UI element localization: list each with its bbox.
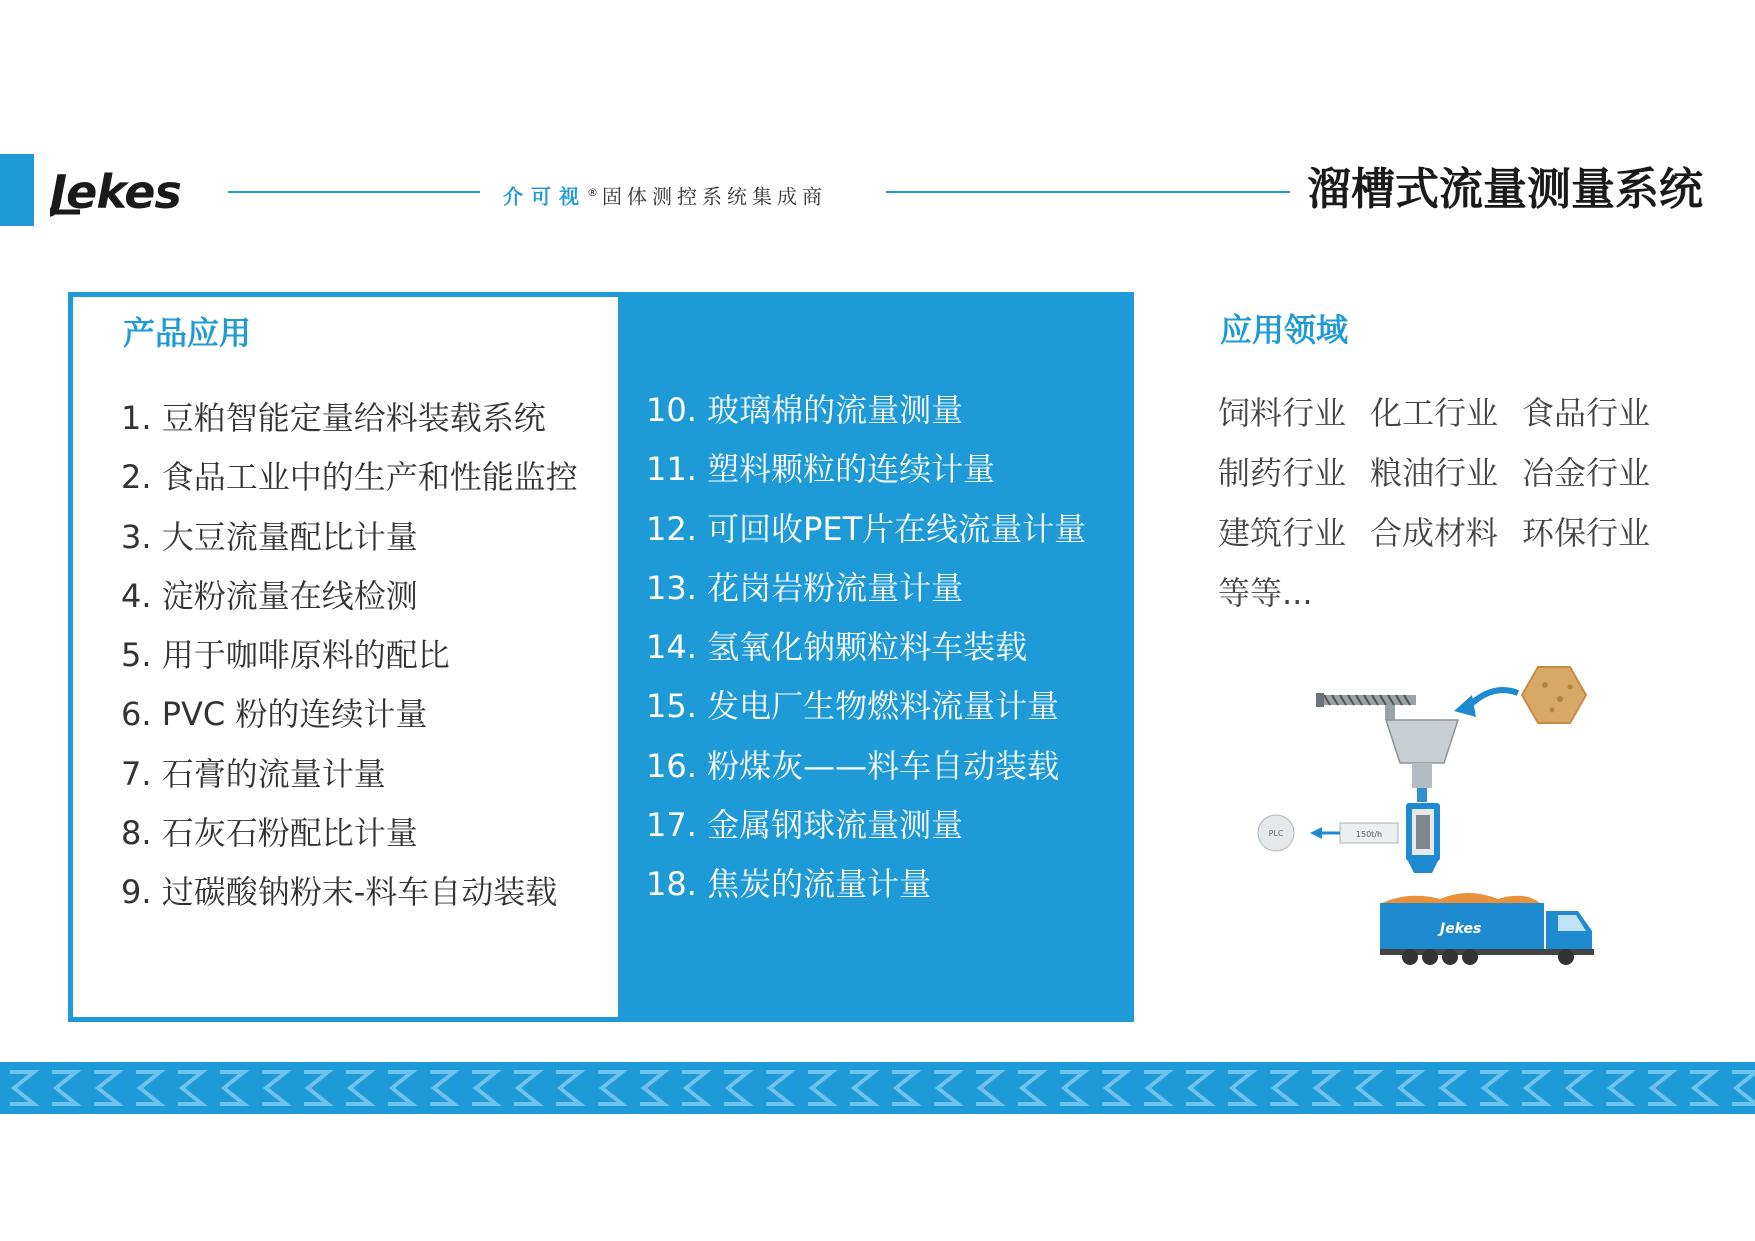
- applications-panel-left: [73, 297, 618, 1017]
- svg-text:Jekes: Jekes: [50, 165, 181, 219]
- screw-conveyor-icon: [1316, 693, 1416, 707]
- footer-pattern-band: [0, 1062, 1755, 1114]
- header-tagline: [503, 178, 827, 208]
- list-item: 13. 花岗岩粉流量计量: [646, 568, 964, 607]
- list-item: 1. 豆粕智能定量给料装载系统: [121, 399, 546, 437]
- fields-title: 应用领域: [1220, 311, 1349, 349]
- header-side-tab: [0, 154, 34, 226]
- material-sample-icon: [1522, 667, 1586, 723]
- applications-panel-right: [618, 297, 1129, 1017]
- applications-title: 产品应用: [123, 314, 252, 352]
- field-item: 食品行业: [1522, 394, 1651, 432]
- field-item: 制药行业: [1218, 454, 1347, 492]
- list-item: 8. 石灰石粉配比计量: [121, 814, 418, 853]
- field-item: 粮油行业: [1370, 454, 1499, 492]
- list-item: 5. 用于咖啡原料的配比: [121, 636, 450, 675]
- tagline-brand: 介可视: [503, 184, 587, 209]
- field-item: 环保行业: [1522, 514, 1651, 552]
- applications-list-right: [646, 385, 1086, 919]
- tagline-text: 固体测控系统集成商: [602, 184, 827, 209]
- jekes-logo: [50, 162, 216, 222]
- registered-mark: ®: [587, 186, 598, 199]
- applications-list-left: [121, 393, 578, 927]
- list-item: 14. 氢氧化钠颗粒料车装载: [646, 628, 1028, 667]
- field-item: 饲料行业: [1218, 394, 1347, 432]
- page-title: 溜槽式流量测量系统: [1307, 164, 1703, 215]
- svg-text:Jekes: Jekes: [1440, 921, 1482, 937]
- field-item: 合成材料: [1370, 514, 1499, 552]
- applications-panel: [68, 292, 1134, 1022]
- plc-icon: [1258, 815, 1294, 851]
- list-item: 2. 食品工业中的生产和性能监控: [121, 458, 578, 497]
- header-divider-left: [228, 191, 480, 193]
- list-item: 15. 发电厂生物燃料流量计量: [646, 687, 1060, 726]
- list-item: 6. PVC 粉的连续计量: [121, 695, 428, 734]
- flow-measurement-diagram: [1240, 655, 1630, 965]
- list-item: 18. 焦炭的流量计量: [646, 865, 932, 904]
- field-item: 等等...: [1218, 574, 1313, 612]
- field-item: 化工行业: [1370, 394, 1499, 432]
- list-item: 17. 金属钢球流量测量: [646, 806, 964, 845]
- list-item: 4. 淀粉流量在线检测: [121, 576, 418, 615]
- field-item: 冶金行业: [1522, 454, 1651, 492]
- list-item: 12. 可回收PET片在线流量计量: [646, 509, 1087, 548]
- list-item: 3. 大豆流量配比计量: [121, 517, 418, 556]
- header-divider-right: [886, 191, 1290, 193]
- list-item: 11. 塑料颗粒的连续计量: [646, 450, 996, 489]
- fields-grid: [1218, 392, 1688, 614]
- list-item: 9. 过碳酸钠粉末-料车自动装载: [121, 873, 558, 912]
- list-item: 16. 粉煤灰——料车自动装载: [646, 746, 1060, 785]
- svg-text:150t/h: 150t/h: [1355, 830, 1383, 839]
- list-item: 10. 玻璃棉的流量测量: [646, 391, 964, 429]
- field-item: 建筑行业: [1218, 514, 1347, 552]
- list-item: 7. 石膏的流量计量: [121, 754, 386, 793]
- sensor-chute-icon: [1406, 803, 1440, 873]
- truck-icon: [1380, 893, 1594, 965]
- hopper-icon: [1385, 705, 1458, 802]
- flow-display-icon: [1310, 823, 1398, 843]
- feed-arrow-icon: [1454, 690, 1518, 717]
- svg-text:PLC: PLC: [1268, 829, 1284, 838]
